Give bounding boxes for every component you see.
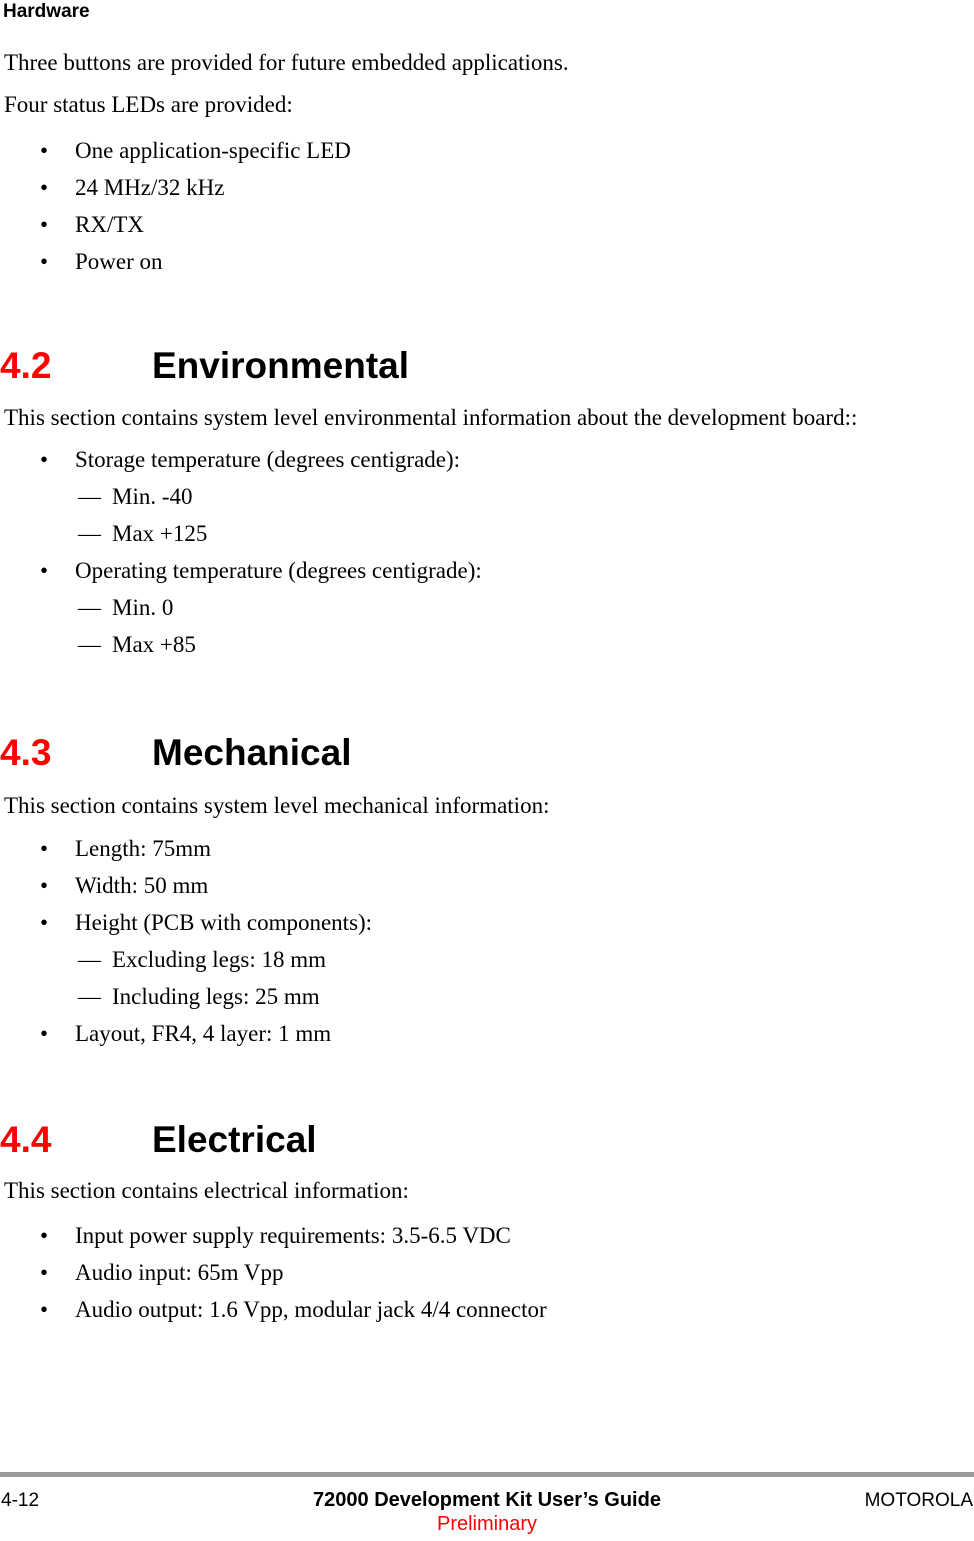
list-item: • Audio output: 1.6 Vpp, modular jack 4/4 connector [4,1297,547,1323]
footer-doc-title: 72000 Development Kit User’s Guide [313,1489,661,1511]
list-subitem: — Including legs: 25 mm [4,984,320,1010]
list-subitem: — Min. -40 [4,484,193,510]
list-item: • Operating temperature (degrees centigrade): [4,558,482,584]
section-number: 4.4 [0,1119,52,1160]
running-header: Hardware [3,1,90,22]
section-number: 4.3 [0,732,52,773]
list-subitem: — Max +125 [4,521,207,547]
list-item: • Layout, FR4, 4 layer: 1 mm [4,1021,331,1047]
section-number: 4.2 [0,345,52,386]
section-heading [0,346,409,386]
section-title: Electrical [152,1119,317,1160]
list-item: • Width: 50 mm [4,873,208,899]
list-item: • RX/TX [4,212,144,238]
list-item: • 24 MHz/32 kHz [4,175,224,201]
footer-rule [0,1472,974,1477]
list-subitem: — Min. 0 [4,595,173,621]
list-item: • Power on [4,249,163,275]
footer-company: MOTOROLA [864,1490,973,1511]
list-item: • Audio input: 65m Vpp [4,1260,284,1286]
section-heading [0,733,351,773]
section-intro: This section contains system level mechanical information: [4,793,550,818]
paragraph: Four status LEDs are provided: [4,92,293,117]
list-item: • Storage temperature (degrees centigrade): [4,447,460,473]
footer-status: Preliminary [436,1513,538,1535]
section-heading [0,1120,317,1160]
list-subitem: — Max +85 [4,632,196,658]
list-item: • Height (PCB with components): [4,910,372,936]
footer-page-number: 4-12 [1,1490,40,1511]
list-item: • Input power supply requirements: 3.5-6.5 VDC [4,1223,511,1249]
paragraph: Three buttons are provided for future embedded applications. [4,50,569,75]
list-subitem: — Excluding legs: 18 mm [4,947,326,973]
section-intro: This section contains electrical information: [4,1178,409,1203]
section-intro: This section contains system level environmental information about the development board:: [4,405,858,430]
section-title: Environmental [152,345,409,386]
list-item: • One application-specific LED [4,138,351,164]
section-title: Mechanical [152,732,352,773]
list-item: • Length: 75mm [4,836,211,862]
